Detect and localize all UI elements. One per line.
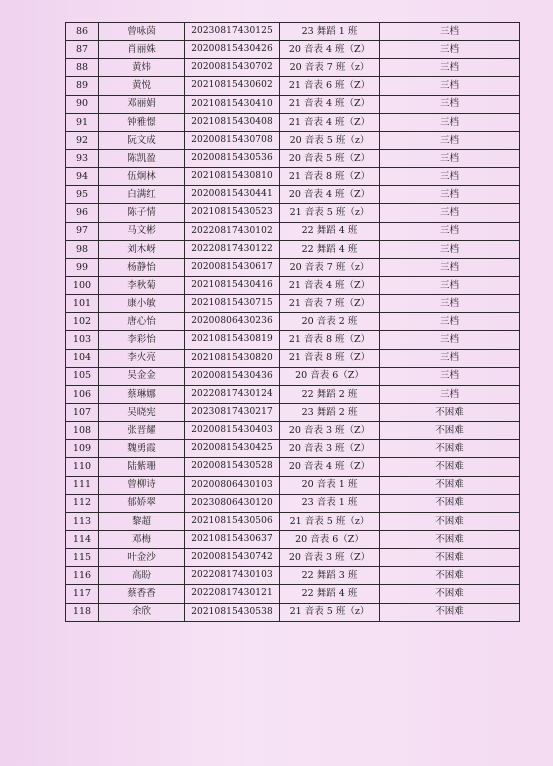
class-name-cell: 21 音表 8 班（Z）: [280, 349, 380, 367]
class-name-cell: 22 舞蹈 4 班: [280, 585, 380, 603]
student-id-cell: 20200815430403: [185, 422, 280, 440]
table-row: [66, 331, 520, 349]
student-id-cell: 20230817430125: [185, 23, 280, 41]
class-name-cell: 20 音表 5 班（z）: [280, 131, 380, 149]
table-row: [66, 258, 520, 276]
aid-level-cell: 不困难: [380, 422, 520, 440]
table-row: [66, 403, 520, 421]
student-id-cell: 20210815430523: [185, 204, 280, 222]
class-name-cell: 21 音表 4 班（Z）: [280, 276, 380, 294]
student-name-cell: 陈子情: [99, 204, 185, 222]
table-row: [66, 186, 520, 204]
student-id-cell: 20220817430121: [185, 585, 280, 603]
aid-level-cell: 三档: [380, 59, 520, 77]
table-row: [66, 422, 520, 440]
table-row: [66, 59, 520, 77]
row-number-cell: 95: [66, 186, 99, 204]
student-name-cell: 黎超: [99, 512, 185, 530]
row-number-cell: 91: [66, 113, 99, 131]
student-name-cell: 白满红: [99, 186, 185, 204]
table-row: [66, 603, 520, 621]
row-number-cell: 112: [66, 494, 99, 512]
table-row: [66, 530, 520, 548]
table-row: [66, 512, 520, 530]
row-number-cell: 116: [66, 567, 99, 585]
student-name-cell: 黄炜: [99, 59, 185, 77]
aid-level-cell: 不困难: [380, 603, 520, 621]
student-id-cell: 20200815430708: [185, 131, 280, 149]
row-number-cell: 114: [66, 530, 99, 548]
table-row: [66, 168, 520, 186]
aid-level-cell: 三档: [380, 113, 520, 131]
row-number-cell: 104: [66, 349, 99, 367]
table-row: [66, 549, 520, 567]
student-name-cell: 李火亮: [99, 349, 185, 367]
aid-level-cell: 不困难: [380, 494, 520, 512]
student-id-cell: 20210815430416: [185, 276, 280, 294]
student-name-cell: 高盼: [99, 567, 185, 585]
student-id-cell: 20200815430536: [185, 149, 280, 167]
aid-level-cell: 三档: [380, 349, 520, 367]
class-name-cell: 22 舞蹈 3 班: [280, 567, 380, 585]
class-name-cell: 21 音表 7 班（Z）: [280, 295, 380, 313]
student-id-cell: 20210815430637: [185, 530, 280, 548]
aid-level-cell: 三档: [380, 258, 520, 276]
aid-level-cell: 不困难: [380, 440, 520, 458]
student-name-cell: 伍炯林: [99, 168, 185, 186]
aid-level-cell: 不困难: [380, 585, 520, 603]
student-id-cell: 20200815430742: [185, 549, 280, 567]
row-number-cell: 93: [66, 149, 99, 167]
class-name-cell: 23 舞蹈 2 班: [280, 403, 380, 421]
aid-level-cell: 三档: [380, 367, 520, 385]
class-name-cell: 21 音表 4 班（Z）: [280, 95, 380, 113]
class-name-cell: 22 舞蹈 4 班: [280, 240, 380, 258]
table-row: [66, 149, 520, 167]
row-number-cell: 115: [66, 549, 99, 567]
aid-level-cell: 三档: [380, 204, 520, 222]
aid-level-cell: 三档: [380, 23, 520, 41]
row-number-cell: 110: [66, 458, 99, 476]
class-name-cell: 20 音表 4 班（Z）: [280, 186, 380, 204]
row-number-cell: 87: [66, 41, 99, 59]
student-name-cell: 钟雅憬: [99, 113, 185, 131]
aid-level-cell: 三档: [380, 149, 520, 167]
table-row: [66, 113, 520, 131]
student-name-cell: 吴晓宪: [99, 403, 185, 421]
table-row: [66, 23, 520, 41]
row-number-cell: 92: [66, 131, 99, 149]
class-name-cell: 20 音表 6（Z）: [280, 530, 380, 548]
table-row: [66, 440, 520, 458]
aid-level-cell: 三档: [380, 276, 520, 294]
aid-level-cell: 三档: [380, 77, 520, 95]
table-row: [66, 77, 520, 95]
class-name-cell: 21 音表 5 班（z）: [280, 512, 380, 530]
student-name-cell: 马文彬: [99, 222, 185, 240]
table-row: [66, 204, 520, 222]
student-name-cell: 刘木岈: [99, 240, 185, 258]
class-name-cell: 20 音表 7 班（z）: [280, 59, 380, 77]
row-number-cell: 99: [66, 258, 99, 276]
student-id-cell: 20210815430410: [185, 95, 280, 113]
row-number-cell: 108: [66, 422, 99, 440]
aid-level-cell: 三档: [380, 313, 520, 331]
table-row: [66, 494, 520, 512]
student-name-cell: 邓梅: [99, 530, 185, 548]
aid-level-cell: 不困难: [380, 458, 520, 476]
student-id-cell: 20210815430819: [185, 331, 280, 349]
aid-level-cell: 三档: [380, 295, 520, 313]
aid-level-cell: 不困难: [380, 476, 520, 494]
table-row: [66, 385, 520, 403]
student-name-cell: 陈凯盈: [99, 149, 185, 167]
student-id-cell: 20220817430122: [185, 240, 280, 258]
class-name-cell: 20 音表 7 班（z）: [280, 258, 380, 276]
table-row: [66, 349, 520, 367]
student-id-cell: 20210815430715: [185, 295, 280, 313]
aid-level-cell: 三档: [380, 385, 520, 403]
class-name-cell: 21 音表 6 班（Z）: [280, 77, 380, 95]
class-name-cell: 22 舞蹈 2 班: [280, 385, 380, 403]
aid-level-cell: 三档: [380, 95, 520, 113]
row-number-cell: 113: [66, 512, 99, 530]
table-row: [66, 585, 520, 603]
student-id-cell: 20200815430702: [185, 59, 280, 77]
student-name-cell: 蔡香香: [99, 585, 185, 603]
table-row: [66, 131, 520, 149]
student-name-cell: 杨静怡: [99, 258, 185, 276]
table-row: [66, 567, 520, 585]
table-row: [66, 95, 520, 113]
student-id-cell: 20210815430820: [185, 349, 280, 367]
table-row: [66, 222, 520, 240]
class-name-cell: 21 音表 4 班（Z）: [280, 113, 380, 131]
class-name-cell: 20 音表 2 班: [280, 313, 380, 331]
row-number-cell: 96: [66, 204, 99, 222]
student-id-cell: 20210815430408: [185, 113, 280, 131]
student-name-cell: 叶金沙: [99, 549, 185, 567]
class-name-cell: 20 音表 5 班（Z）: [280, 149, 380, 167]
class-name-cell: 20 音表 4 班（Z）: [280, 458, 380, 476]
row-number-cell: 102: [66, 313, 99, 331]
student-id-cell: 20230806430120: [185, 494, 280, 512]
student-name-cell: 李秋菊: [99, 276, 185, 294]
row-number-cell: 88: [66, 59, 99, 77]
student-name-cell: 余欣: [99, 603, 185, 621]
row-number-cell: 103: [66, 331, 99, 349]
row-number-cell: 105: [66, 367, 99, 385]
row-number-cell: 90: [66, 95, 99, 113]
aid-level-cell: 三档: [380, 41, 520, 59]
student-id-cell: 20200815430528: [185, 458, 280, 476]
student-name-cell: 唐心怡: [99, 313, 185, 331]
student-id-cell: 20210815430810: [185, 168, 280, 186]
row-number-cell: 106: [66, 385, 99, 403]
class-name-cell: 23 舞蹈 1 班: [280, 23, 380, 41]
table-row: [66, 313, 520, 331]
aid-level-cell: 不困难: [380, 512, 520, 530]
class-name-cell: 21 音表 5 班（z）: [280, 603, 380, 621]
student-id-cell: 20220817430102: [185, 222, 280, 240]
aid-level-cell: 三档: [380, 186, 520, 204]
row-number-cell: 89: [66, 77, 99, 95]
aid-level-cell: 不困难: [380, 567, 520, 585]
student-name-cell: 曾柳诗: [99, 476, 185, 494]
student-id-cell: 20200806430236: [185, 313, 280, 331]
table-row: [66, 367, 520, 385]
student-id-cell: 20200815430617: [185, 258, 280, 276]
row-number-cell: 109: [66, 440, 99, 458]
aid-level-cell: 三档: [380, 131, 520, 149]
row-number-cell: 118: [66, 603, 99, 621]
class-name-cell: 20 音表 4 班（Z）: [280, 41, 380, 59]
aid-level-cell: 不困难: [380, 530, 520, 548]
table-row: [66, 458, 520, 476]
student-name-cell: 郁娇翠: [99, 494, 185, 512]
student-id-cell: 20220817430103: [185, 567, 280, 585]
row-number-cell: 117: [66, 585, 99, 603]
student-id-cell: 20200815430436: [185, 367, 280, 385]
student-name-cell: 李彩怡: [99, 331, 185, 349]
class-name-cell: 21 音表 5 班（z）: [280, 204, 380, 222]
student-name-cell: 肖丽姝: [99, 41, 185, 59]
class-name-cell: 20 音表 1 班: [280, 476, 380, 494]
table-row: [66, 476, 520, 494]
table-row: [66, 41, 520, 59]
student-id-cell: 20210815430602: [185, 77, 280, 95]
table-body: [66, 23, 520, 622]
student-aid-table: [65, 22, 520, 622]
student-name-cell: 曾咏茵: [99, 23, 185, 41]
table-row: [66, 276, 520, 294]
class-name-cell: 21 音表 8 班（Z）: [280, 168, 380, 186]
student-id-cell: 20200806430103: [185, 476, 280, 494]
student-id-cell: 20200815430426: [185, 41, 280, 59]
table-row: [66, 295, 520, 313]
row-number-cell: 86: [66, 23, 99, 41]
aid-level-cell: 不困难: [380, 549, 520, 567]
aid-level-cell: 三档: [380, 331, 520, 349]
student-id-cell: 20230817430217: [185, 403, 280, 421]
student-id-cell: 20200815430425: [185, 440, 280, 458]
class-name-cell: 20 音表 3 班（Z）: [280, 549, 380, 567]
row-number-cell: 97: [66, 222, 99, 240]
aid-level-cell: 不困难: [380, 403, 520, 421]
class-name-cell: 22 舞蹈 4 班: [280, 222, 380, 240]
class-name-cell: 23 音表 1 班: [280, 494, 380, 512]
student-id-cell: 20210815430506: [185, 512, 280, 530]
student-name-cell: 张晋耀: [99, 422, 185, 440]
row-number-cell: 107: [66, 403, 99, 421]
student-name-cell: 蔡琳娜: [99, 385, 185, 403]
row-number-cell: 111: [66, 476, 99, 494]
student-id-cell: 20200815430441: [185, 186, 280, 204]
student-name-cell: 陆紫珊: [99, 458, 185, 476]
row-number-cell: 94: [66, 168, 99, 186]
student-name-cell: 黄悦: [99, 77, 185, 95]
aid-level-cell: 三档: [380, 168, 520, 186]
class-name-cell: 20 音表 3 班（Z）: [280, 422, 380, 440]
student-name-cell: 吴金金: [99, 367, 185, 385]
row-number-cell: 100: [66, 276, 99, 294]
class-name-cell: 20 音表 3 班（Z）: [280, 440, 380, 458]
row-number-cell: 98: [66, 240, 99, 258]
student-name-cell: 魏勇霞: [99, 440, 185, 458]
table-row: [66, 240, 520, 258]
aid-level-cell: 三档: [380, 240, 520, 258]
aid-level-cell: 三档: [380, 222, 520, 240]
student-id-cell: 20210815430538: [185, 603, 280, 621]
student-name-cell: 邓丽娟: [99, 95, 185, 113]
student-name-cell: 康小敏: [99, 295, 185, 313]
class-name-cell: 20 音表 6（Z）: [280, 367, 380, 385]
class-name-cell: 21 音表 8 班（Z）: [280, 331, 380, 349]
row-number-cell: 101: [66, 295, 99, 313]
student-id-cell: 20220817430124: [185, 385, 280, 403]
student-name-cell: 阮文成: [99, 131, 185, 149]
